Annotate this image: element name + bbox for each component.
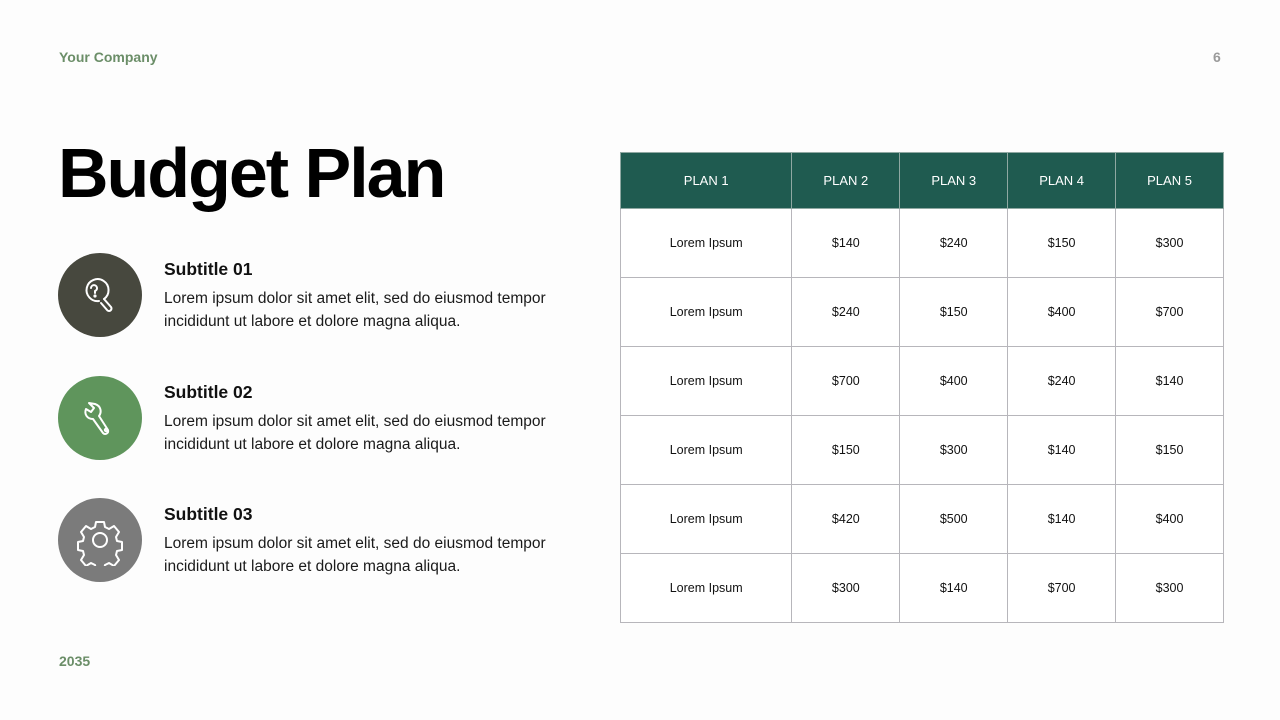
table-header-row xyxy=(621,153,1224,209)
budget-table xyxy=(620,152,1224,623)
table-cell: Lorem Ipsum xyxy=(621,209,792,278)
table-cell: $400 xyxy=(1116,485,1224,554)
table-row xyxy=(621,278,1224,347)
table-cell: $240 xyxy=(1008,347,1116,416)
table-row xyxy=(621,416,1224,485)
table-cell: Lorem Ipsum xyxy=(621,554,792,623)
company-name: Your Company xyxy=(59,49,158,65)
table-row xyxy=(621,485,1224,554)
subtitle: Subtitle 02 xyxy=(164,382,253,402)
table-cell: Lorem Ipsum xyxy=(621,347,792,416)
table-cell: $150 xyxy=(900,278,1008,347)
description: Lorem ipsum dolor sit amet elit, sed do eiusmod tempor incididunt ut labore et dolore magna aliqua. xyxy=(164,413,546,453)
page-number: 6 xyxy=(1213,49,1221,65)
description: Lorem ipsum dolor sit amet elit, sed do eiusmod tempor incididunt ut labore et dolore magna aliqua. xyxy=(164,290,546,330)
table-cell: $140 xyxy=(900,554,1008,623)
table-cell: $700 xyxy=(1008,554,1116,623)
table-cell: $700 xyxy=(1116,278,1224,347)
table-cell: $140 xyxy=(1008,485,1116,554)
table-cell: Lorem Ipsum xyxy=(621,485,792,554)
table-cell: $300 xyxy=(1116,554,1224,623)
wrench-icon xyxy=(58,376,142,460)
table-cell: $240 xyxy=(792,278,900,347)
search-question-icon xyxy=(58,253,142,337)
table-cell: $300 xyxy=(1116,209,1224,278)
table-cell: $140 xyxy=(792,209,900,278)
table-row xyxy=(621,554,1224,623)
column-header: PLAN 2 xyxy=(792,153,900,209)
table-cell: Lorem Ipsum xyxy=(621,416,792,485)
column-header: PLAN 3 xyxy=(900,153,1008,209)
table-cell: $700 xyxy=(792,347,900,416)
table-cell: $500 xyxy=(900,485,1008,554)
table-cell: Lorem Ipsum xyxy=(621,278,792,347)
table-row xyxy=(621,209,1224,278)
gear-icon xyxy=(58,498,142,582)
table-cell: $300 xyxy=(792,554,900,623)
table-cell: $400 xyxy=(900,347,1008,416)
table-cell: $150 xyxy=(1008,209,1116,278)
feature-item-1 xyxy=(58,253,578,337)
footer-year: 2035 xyxy=(59,653,91,669)
table-cell: $420 xyxy=(792,485,900,554)
page-title: Budget Plan xyxy=(58,134,445,212)
table-cell: $150 xyxy=(1116,416,1224,485)
feature-item-3 xyxy=(58,498,578,582)
subtitle: Subtitle 03 xyxy=(164,504,253,524)
feature-item-2 xyxy=(58,376,578,460)
table-cell: $400 xyxy=(1008,278,1116,347)
table-cell: $240 xyxy=(900,209,1008,278)
description: Lorem ipsum dolor sit amet elit, sed do eiusmod tempor incididunt ut labore et dolore magna aliqua. xyxy=(164,535,546,575)
table-cell: $300 xyxy=(900,416,1008,485)
table-row xyxy=(621,347,1224,416)
subtitle: Subtitle 01 xyxy=(164,259,253,279)
table-cell: $140 xyxy=(1008,416,1116,485)
column-header: PLAN 5 xyxy=(1116,153,1224,209)
table-cell: $140 xyxy=(1116,347,1224,416)
column-header: PLAN 4 xyxy=(1008,153,1116,209)
table-cell: $150 xyxy=(792,416,900,485)
column-header: PLAN 1 xyxy=(621,153,792,209)
